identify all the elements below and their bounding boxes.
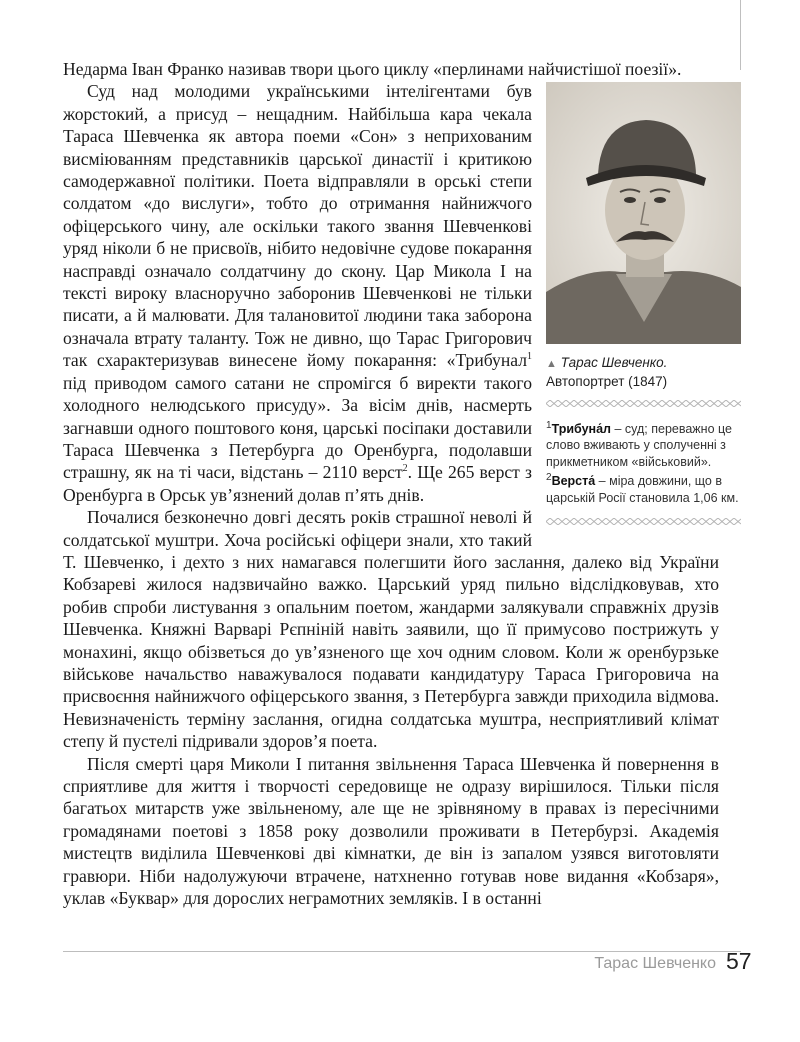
footnote-2-term: Верста́ <box>551 474 596 489</box>
margin-rule <box>740 0 741 70</box>
footnote-1-term: Трибуна́л <box>551 421 611 436</box>
paragraph-2-part-b: під приводом самого сатани не спромігся б виректи такого холодного нелюдського присуду». За вісім днів, насмерть загнавши одного поштового коня, царські посіпаки доставили Тараса Шевченка з Петербурга до Оренбурга, подолавши страшну, як на ті часи, відстань – 2110 верст <box>63 372 532 483</box>
decorative-divider <box>546 400 741 407</box>
page-number: 57 <box>726 948 752 974</box>
footnote-ref-2: 2 <box>402 463 408 475</box>
decorative-divider-bottom <box>546 518 741 525</box>
caption-name: Тарас Шевченко. <box>560 355 668 371</box>
paragraph-1 <box>63 58 719 80</box>
footnote-2 <box>546 473 741 506</box>
sidebar <box>546 82 741 538</box>
portrait-image <box>546 82 741 344</box>
paragraph-4-text: Після смерті царя Миколи I питання звільнення Тараса Шевченка й повернення в сприятливе для життя і творчості середовище не одразу вирішилося. Тільки після багатьох митарств уже звільненому, але ще не зрівняному в правах із пересічними громадянами поетові з 1858 року дозволили проживати в Петербурзі. Академія мистецтв виділила Шевченкові дві кімнатки, де він із запалом узявся виготовляти гравюри. Ніби надолужуючи втрачене, натхненно готував нове видання «Кобзаря», уклав «Буквар» для дорослих неграмотних земляків. І в останні <box>63 753 719 909</box>
main-text <box>63 58 739 909</box>
footnote-2-text: – міра довжини, що в царській Росії становила 1,06 км. <box>546 474 739 505</box>
footnote-2-number: 2 <box>546 472 552 484</box>
paragraph-1-text: Недарма Іван Франко називав твори цього циклу «перлинами найчистішої поезії». <box>63 59 682 79</box>
figure-caption <box>546 354 741 391</box>
paragraph-2-part-a: Суд над молодими українськими інтелігентами був жорстокий, а присуд – нещадним. Найбільша кара чекала Тараса Шевченка як автора поеми «Сон» з неприхованим висміюванням представників царської династії і критикою самодержавної політики. Поета відправляли в орські степи солдатом «до вислуги», тобто до отримання найнижчого офіцерського чину, але оскільки такого звання Шевченкові уряд ніколи б не присвоїв, нібито недовічне судове покарання насправді означало солдатчину до скону. Цар Микола I на тексті вироку власноручно заборонив Шевченкові не тільки писати, а й малювати. Для талановитої людини така заборона означала втрату таланту. Тож не дивно, що Тарас Григорович так схарактеризував винесене йому покарання: «Трибунал <box>63 81 532 371</box>
paragraph-4 <box>63 753 719 910</box>
footnote-ref-1: 1 <box>527 351 532 363</box>
caption-detail: Автопортрет (1847) <box>546 374 668 390</box>
footnote-1-number: 1 <box>546 419 552 431</box>
footer-rule <box>63 951 741 952</box>
running-title: Тарас Шевченко <box>594 955 716 972</box>
footnote-1 <box>546 421 741 471</box>
paragraph-2-part-c: . Ще 265 верст з Оренбурга в Орськ ув’язнений долав п’ять днів. <box>63 462 532 505</box>
paragraph-3-text: Почалися безконечно довгі десять років страшної неволі й солдатської муштри. Хоча російські офіцери знали, хто такий Т. Шевченко, і дехто з них намагався полегшити його заслання, далеко від України Кобзареві жилося надзвичайно важко. Царський уряд пильно відслідковував, хто робив спроби листування з опальним поетом, жандарми залякували справжніх друзів Шевченка. Княжні Варварі Рєпніній навіть заявили, що її примусово пострижуть у монахині, якщо обізветься до ув’язненого ще хоч одним словом. Коли ж оренбурзьке військове начальство наважувалося подавати кандидатуру Тараса Григоровича на присвоєння найнижчого офіцерського звання, з Петербурга завжди приходила відмова. Невизначеність терміну заслання, огидна солдатська муштра, несприятливий клімат степу й пустелі підривали здоров’я поета. <box>63 507 719 752</box>
paragraph-3 <box>63 506 719 752</box>
footnote-1-text: – суд; переважно це слово вживають у сполученні з прикметником «військовий». <box>546 421 732 469</box>
triangle-icon: ▲ <box>546 358 557 371</box>
